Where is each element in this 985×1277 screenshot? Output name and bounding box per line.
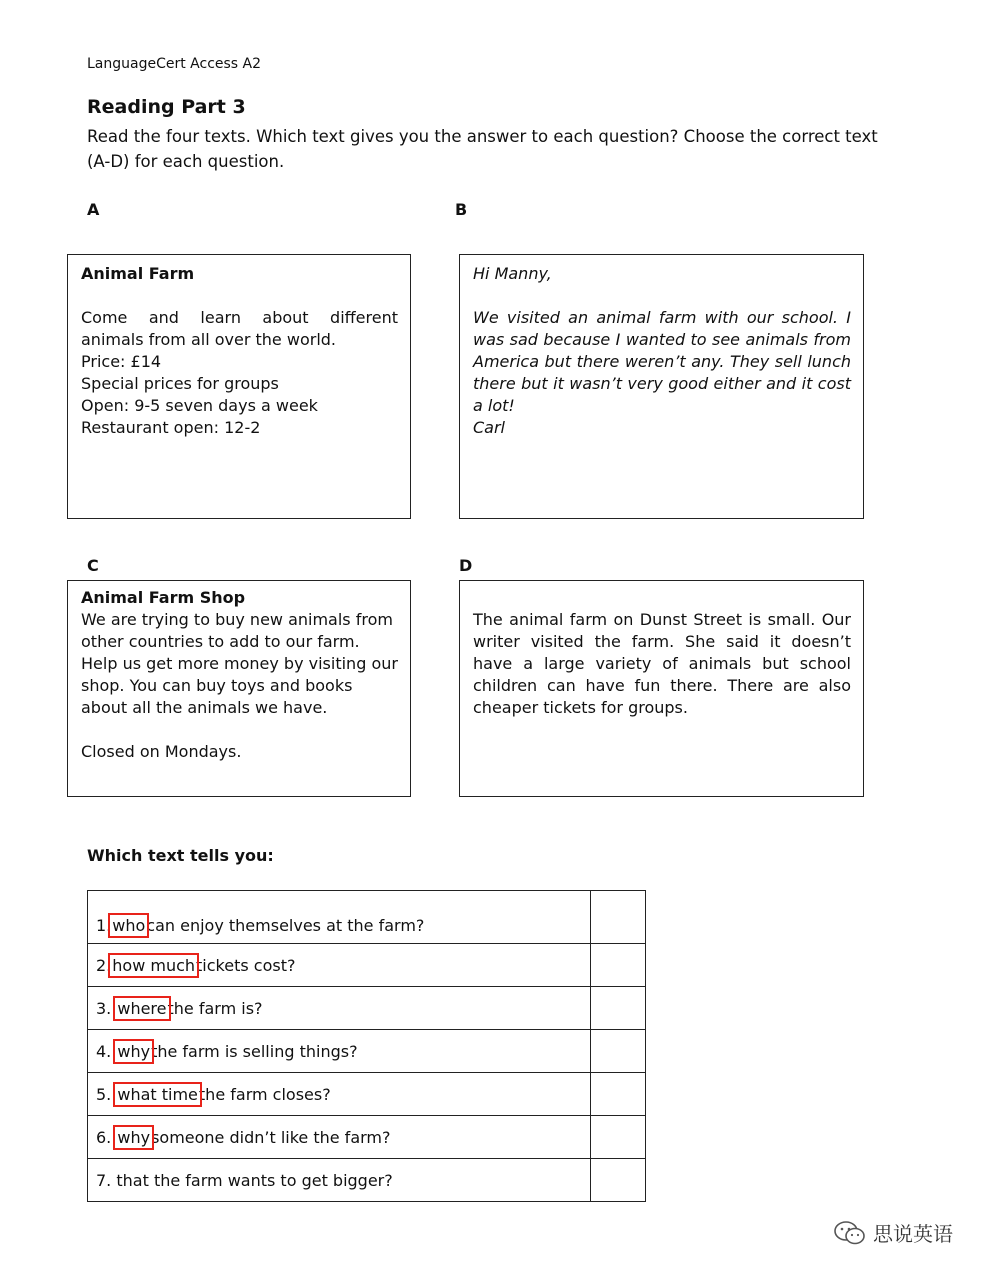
key-word-highlight: why xyxy=(117,1041,151,1061)
text-a-box xyxy=(67,254,411,519)
text-b-signoff: Carl xyxy=(473,418,505,437)
text-b-box xyxy=(459,254,864,519)
exam-header: LanguageCert Access A2 xyxy=(87,56,262,72)
instructions: Read the four texts. Which text gives you the answer to each question? Choose the correct text (A-D) for each question. xyxy=(87,127,878,171)
question-text: 5. what timethe farm closes? xyxy=(88,1073,591,1116)
text-c-body: We are trying to buy new animals from other countries to add to our farm. Help us get more money by visiting our shop. You can buy toys and books about all the animals we have. xyxy=(81,610,398,717)
text-a-restaurant: Restaurant open: 12-2 xyxy=(81,418,261,437)
text-d-letter: D xyxy=(459,556,473,575)
wechat-icon xyxy=(833,1219,867,1247)
key-word-highlight: where xyxy=(117,998,167,1018)
question-text: 1.whocan enjoy themselves at the farm? xyxy=(88,891,591,944)
text-a-open: Open: 9-5 seven days a week xyxy=(81,396,318,415)
question-row xyxy=(88,1116,646,1159)
key-word-highlight: why xyxy=(117,1127,151,1147)
question-row xyxy=(88,891,646,944)
answer-cell[interactable] xyxy=(591,1159,646,1202)
answer-cell[interactable] xyxy=(591,1073,646,1116)
watermark xyxy=(833,1218,953,1247)
text-c-box xyxy=(67,580,411,797)
text-c-title: Animal Farm Shop xyxy=(81,588,246,607)
text-d-body: The animal farm on Dunst Street is small. Our writer visited the farm. She said it doesn’t have a large variety of animals but school children can have fun there. There are also cheaper tickets for groups. xyxy=(473,610,851,717)
section-title: Reading Part 3 xyxy=(87,96,246,118)
text-a-price: Price: £14 xyxy=(81,352,162,371)
text-a-groups: Special prices for groups xyxy=(81,374,279,393)
text-a-letter: A xyxy=(87,200,100,219)
text-b-body: We visited an animal farm with our school. I was sad because I wanted to see animals from America but there weren’t any. They sell lunch there but it wasn’t very good either and it cost a lot! xyxy=(473,308,851,415)
question-row xyxy=(88,1073,646,1116)
text-c-letter: C xyxy=(87,556,99,575)
answer-cell[interactable] xyxy=(591,1116,646,1159)
question-text: 2.how muchtickets cost? xyxy=(88,944,591,987)
answer-cell[interactable] xyxy=(591,891,646,944)
question-text: 3. wherethe farm is? xyxy=(88,987,591,1030)
question-text: 7. that the farm wants to get bigger? xyxy=(88,1159,591,1202)
question-row xyxy=(88,944,646,987)
key-word-highlight: how much xyxy=(112,955,196,975)
text-b-letter: B xyxy=(455,200,468,219)
answer-cell[interactable] xyxy=(591,987,646,1030)
text-d-box xyxy=(459,580,864,797)
question-text: 6. whysomeone didn’t like the farm? xyxy=(88,1116,591,1159)
question-row xyxy=(88,987,646,1030)
question-row xyxy=(88,1030,646,1073)
answer-cell[interactable] xyxy=(591,1030,646,1073)
text-a-title: Animal Farm xyxy=(81,264,195,283)
questions-heading: Which text tells you: xyxy=(87,846,274,865)
answer-cell[interactable] xyxy=(591,944,646,987)
key-word-highlight: who xyxy=(112,916,146,935)
questions-table xyxy=(87,890,646,1202)
text-b-greeting: Hi Manny, xyxy=(473,264,552,283)
question-text: 4. whythe farm is selling things? xyxy=(88,1030,591,1073)
key-word-highlight: what time xyxy=(117,1084,198,1104)
question-row xyxy=(88,1159,646,1202)
watermark-text: 思说英语 xyxy=(873,1222,953,1246)
text-c-footer: Closed on Mondays. xyxy=(81,742,242,761)
text-a-body: Come and learn about different animals from all over the world. xyxy=(81,308,398,349)
